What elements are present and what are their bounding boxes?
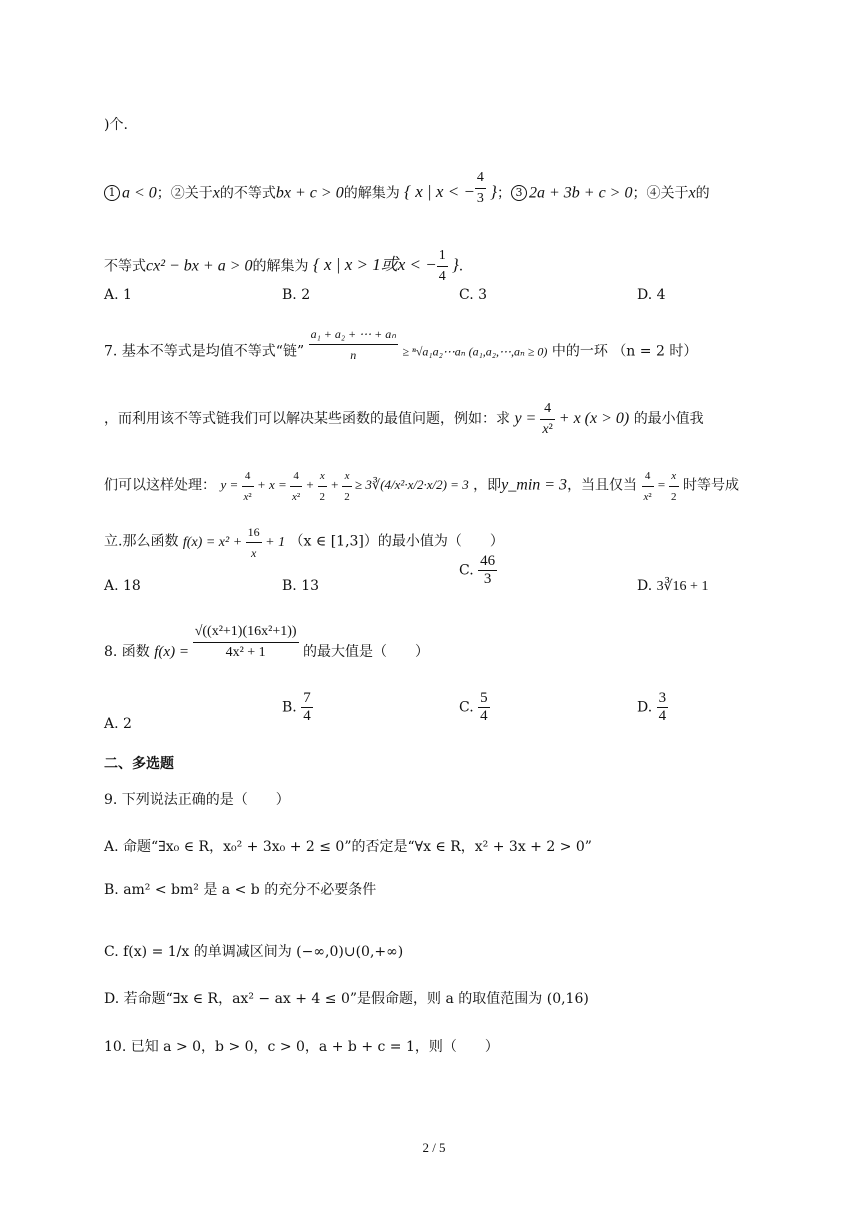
q6-s4-ineq: cx² − bx + a > 0 xyxy=(146,257,253,275)
q9-option-d[interactable]: D. 若命题“∃x ∈ R，ax² − ax + 4 ≤ 0”是假命题，则 a 的取值范围为 (0,16) xyxy=(104,991,589,1007)
q6-option-c[interactable]: C. 3 xyxy=(459,287,488,303)
q6-s2-set: { x | x < − $\frac{4}{3}$ } xyxy=(404,170,497,206)
q10-stem: 10. 已知 a > 0，b > 0，c > 0，a + b + c = 1，则（ ） xyxy=(104,1039,499,1055)
q8-stem: 8. 函数 f(x) = $\frac{\text{√((x²+1)(16x²+1))}}{\text{4x² + 1}}$ 的最大值是（ ） xyxy=(104,624,429,661)
q7-option-a[interactable]: A. 18 xyxy=(104,578,141,594)
circle-number-3: 3 xyxy=(511,185,527,201)
q6-s3: 2a + 3b + c > 0 xyxy=(528,184,633,202)
q7-option-c[interactable]: C. $\frac{46}{3}$ xyxy=(459,553,496,587)
q6-s4-set: { x | x > 1或x < − $\frac{1}{4}$ } xyxy=(312,248,459,284)
q7-line1: 7. 基本不等式是均值不等式“链” $\frac{\text{a₁ + a₂ + ⋯ + aₙ}}{n}$ ≥ ⁿ√a₁a₂⋯aₙ (a₁,a₂,⋯,aₙ ≥ 0) 中的一环 （n = 2 时） xyxy=(104,338,697,365)
q6-s1: a < 0 xyxy=(122,184,157,202)
section-title-multiple-choice: 二、多选题 xyxy=(104,756,174,772)
q6-statements-line2: 不等式cx² − bx + a > 0的解集为 { x | x > 1或x < − $\frac{1}{4}$ }. xyxy=(104,248,464,284)
circle-number-1: 1 xyxy=(104,185,120,201)
q9-option-c[interactable]: C. f(x) = 1/x 的单调减区间为 (−∞,0)∪(0,+∞) xyxy=(104,944,404,960)
q7-chain-formula: $\frac{\text{a₁ + a₂ + ⋯ + aₙ}}{n}$ xyxy=(309,324,398,365)
q7-example-func: y = $\frac{4}{\text{x²}}$ + x (x > 0) xyxy=(514,401,630,437)
q6-option-a[interactable]: A. 1 xyxy=(104,287,132,303)
q6-option-d[interactable]: D. 4 xyxy=(637,287,666,303)
q9-option-b[interactable]: B. am² < bm² 是 a < b 的充分不必要条件 xyxy=(104,882,377,898)
q7-option-d[interactable]: D. 3∛16 + 1 xyxy=(637,578,709,594)
q9-stem: 9. 下列说法正确的是（ ） xyxy=(104,792,290,808)
q7-line2: ，而利用该不等式链我们可以解决某些函数的最值问题，例如：求 y = $\frac{4}{\text{x²}}$ + x (x > 0) 的最小值我 xyxy=(104,401,704,437)
q9-option-a[interactable]: A. 命题“∃x₀ ∈ R，x₀² + 3x₀ + 2 ≤ 0”的否定是“∀x ∈ R，x² + 3x + 2 > 0” xyxy=(104,839,592,855)
q6-statements-line1: 1 a < 0；②关于x的不等式bx + c > 0的解集为 { x | x < − $\frac{4}{3}$ }； 3 2a + 3b + c > 0；④关于x的 xyxy=(104,178,710,209)
q6-s2-ineq: bx + c > 0 xyxy=(275,184,344,202)
q7-function: f(x) = x² + $\frac{16}{x}$ + 1 xyxy=(183,535,285,550)
q7-line3: 们可以这样处理： y = $\frac{4}{\text{x²}}$ + x = $\frac{4}{\text{x²}}$ + $\frac{x}{2}$ + $\frac{x}{2}$ ≥ 3∛(4/x²·x/2·x/2) = 3 ，即y_min = 3，当且仅当 $\frac{4}{\text{x²}}$ = $\frac{x}{2}$ 时等号成 xyxy=(104,466,739,507)
q8-function: f(x) = $\frac{\text{√((x²+1)(16x²+1))}}{\text{4x² + 1}}$ xyxy=(154,624,297,661)
q6-option-b[interactable]: B. 2 xyxy=(282,287,311,303)
q8-option-d[interactable]: D. $\frac{3}{4}$ xyxy=(637,690,667,724)
q7-ymin: y_min = 3 xyxy=(501,476,568,494)
q7-equal-cond: $\frac{4}{\text{x²}}$ = $\frac{x}{2}$ xyxy=(642,477,679,492)
q7-process: y = $\frac{4}{\text{x²}}$ + x = $\frac{4}{\text{x²}}$ + $\frac{x}{2}$ + $\frac{x}{2}$ ≥ 3∛(4/x²·x/2·x/2) = 3 xyxy=(220,477,468,492)
q8-option-c[interactable]: C. $\frac{5}{4}$ xyxy=(459,690,488,724)
q8-option-b[interactable]: B. $\frac{7}{4}$ xyxy=(282,690,311,724)
q7-line4: 立.那么函数 f(x) = x² + $\frac{16}{x}$ + 1 （x ∈ [1,3]）的最小值为（ ） xyxy=(104,522,504,563)
q8-option-a[interactable]: A. 2 xyxy=(104,716,132,732)
question-6-tail: )个. xyxy=(104,117,128,133)
page-number: 2 / 5 xyxy=(422,1140,446,1155)
q7-option-b[interactable]: B. 13 xyxy=(282,578,320,594)
